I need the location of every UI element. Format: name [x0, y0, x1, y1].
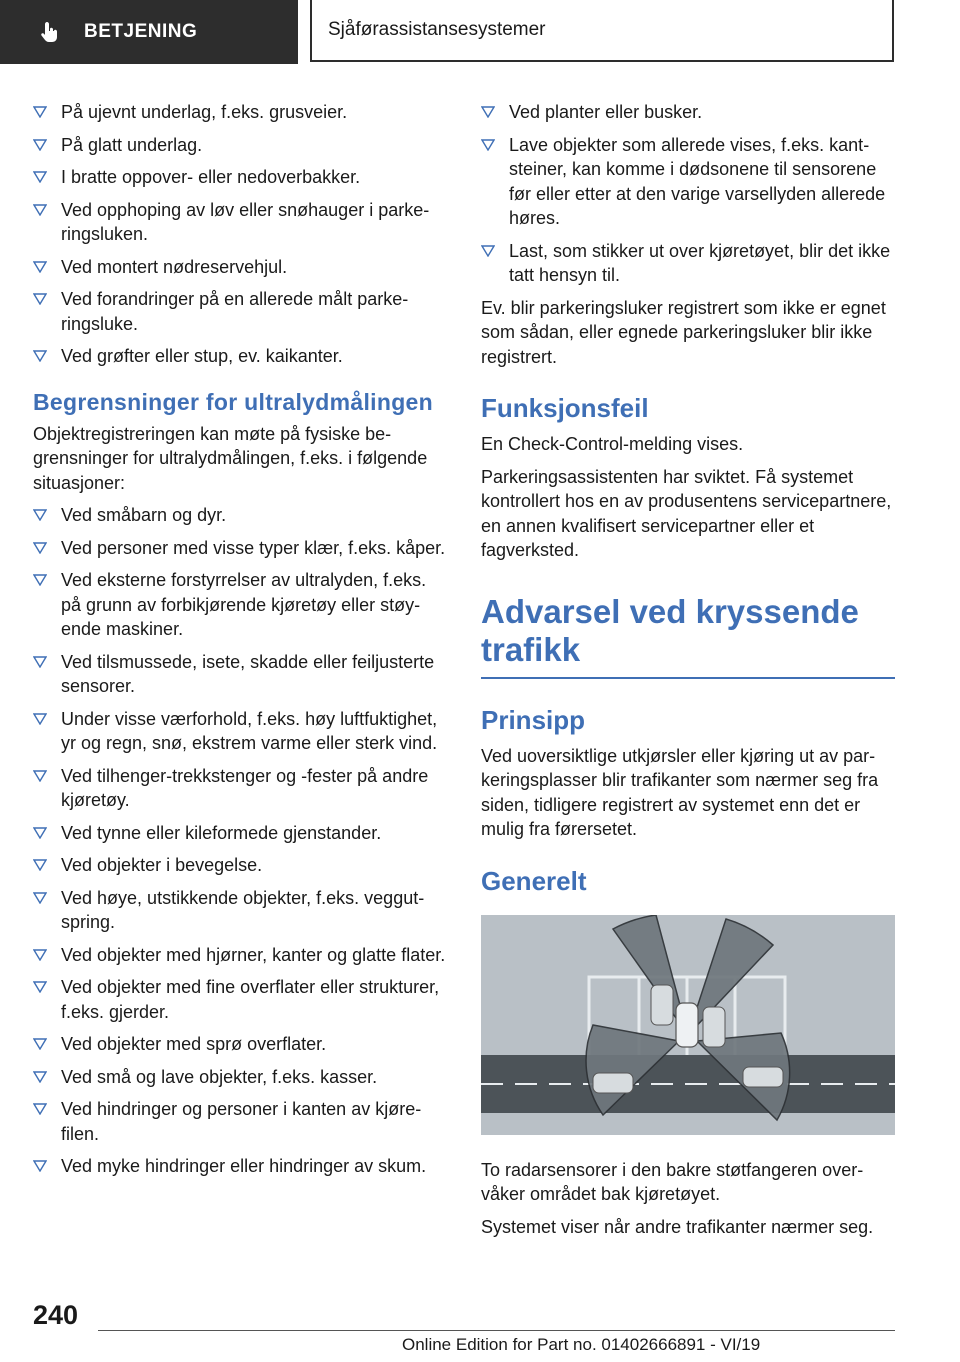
list-item	[33, 503, 449, 528]
triangle-bullet-icon	[33, 1071, 47, 1083]
list-item	[33, 764, 449, 813]
right-column	[481, 100, 895, 1247]
list-item-text: På ujevnt underlag, f.eks. grusveier.	[61, 102, 348, 122]
general-text-1: To radarsensorer i den bakre støtfangeren overvåker området bak kjøretøyet.	[481, 1159, 864, 1204]
general-text-2: Systemet viser når andre trafikanter nærmer seg.	[481, 1216, 874, 1237]
list-item-text: Under visse værforhold, f.eks. høy luftfuktighet, yr og regn, snø, ekstrem varme eller sterk vind.	[61, 708, 438, 753]
principle-heading: Prinsipp	[481, 704, 586, 735]
triangle-bullet-icon	[481, 139, 495, 151]
list-item	[33, 707, 449, 756]
registration-note: Ev. blir parkeringsluker registrert som ikke er egnet som sådan, eller egnede parkeringsluker blir ikke registrert.	[481, 297, 886, 367]
list-item	[33, 568, 449, 642]
heading-divider	[481, 677, 895, 679]
list-item-text: Ved eksterne forstyrrelser av ultralyden, f.eks. på grunn av forbikjørende kjøretøy eller støyende maskiner.	[61, 570, 427, 639]
list-item	[33, 344, 449, 369]
triangle-bullet-icon	[33, 1038, 47, 1050]
list-item	[33, 975, 449, 1024]
section-tab	[310, 0, 894, 62]
right-list-1	[481, 100, 895, 288]
general-heading: Generelt	[481, 865, 587, 896]
principle-text: Ved uoversiktlige utkjørsler eller kjøring ut av parkeringsplasser blir trafikanter som nærmer seg fra siden, tidligere registrert av systemet enn det er mulig fra førersetet.	[481, 745, 879, 839]
edition-note: Online Edition for Part no. 01402666891 - VI/19	[402, 1335, 761, 1354]
chapter-tab	[0, 0, 298, 64]
list-item	[33, 536, 449, 561]
list-item-text: Ved småbarn og dyr.	[61, 505, 227, 525]
section-label: Sjåførassistansesystemer	[328, 19, 546, 40]
triangle-bullet-icon	[33, 171, 47, 183]
list-item-text: Ved myke hindringer eller hindringer av skum.	[61, 1156, 427, 1176]
left-column	[33, 100, 449, 1187]
list-item	[481, 133, 895, 231]
list-item	[33, 1154, 449, 1179]
triangle-bullet-icon	[33, 981, 47, 993]
list-item-text: Ved små og lave objekter, f.eks. kasser.	[61, 1066, 378, 1087]
list-item-text: Ved hindringer og personer i kanten av kjørefilen.	[61, 1099, 422, 1144]
list-item	[481, 100, 895, 125]
triangle-bullet-icon	[33, 949, 47, 961]
triangle-bullet-icon	[33, 350, 47, 362]
list-item-text: Ved objekter med fine overflater eller strukturer, f.eks. gjerder.	[61, 977, 440, 1022]
list-item	[481, 239, 895, 288]
list-item	[33, 1065, 449, 1090]
triangle-bullet-icon	[33, 713, 47, 725]
list-item-text: Ved planter eller busker.	[509, 102, 703, 122]
triangle-bullet-icon	[33, 293, 47, 305]
list-item-text: Ved montert nødreservehjul.	[61, 256, 288, 277]
list-item	[33, 943, 449, 968]
triangle-bullet-icon	[33, 261, 47, 273]
triangle-bullet-icon	[33, 827, 47, 839]
list-item-text: Ved grøfter eller stup, ev. kaikanter.	[61, 346, 343, 366]
list-item	[33, 198, 449, 247]
hand-icon	[38, 20, 62, 44]
list-item	[33, 853, 449, 878]
malfunction-heading: Funksjonsfeil	[481, 393, 649, 423]
list-item-text: Ved tilsmussede, isete, skadde eller feiljusterte sensorer.	[61, 651, 435, 696]
malfunction-text-2: Parkeringsassistenten har sviktet. Få systemet kontrollert hos en av produsentens servicepartnere, en annen kvalifisert servicepartner eller et fagverksted.	[481, 466, 892, 560]
list-item	[33, 650, 449, 699]
footer-divider	[98, 1330, 895, 1331]
ultrasound-limits-intro: Objektregistreringen kan møte på fysiske begrensninger for ultralydmålingen, f.eks. i følgende situasjoner:	[33, 423, 428, 493]
triangle-bullet-icon	[33, 770, 47, 782]
triangle-bullet-icon	[33, 509, 47, 521]
malfunction-text-1: En Check-Control-melding vises.	[481, 434, 744, 454]
cross-traffic-illustration	[481, 915, 895, 1135]
triangle-bullet-icon	[33, 139, 47, 151]
ultrasound-limits-heading: Begrensninger for ultralydmålingen	[33, 388, 433, 415]
chapter-label: BETJENING	[84, 21, 198, 42]
triangle-bullet-icon	[33, 574, 47, 586]
list-item-text: Ved opphoping av løv eller snøhauger i parkeringsluken.	[61, 199, 430, 244]
left-list-1	[33, 100, 449, 369]
list-item	[33, 1032, 449, 1057]
triangle-bullet-icon	[33, 106, 47, 118]
list-item	[33, 133, 449, 158]
triangle-bullet-icon	[33, 542, 47, 554]
list-item-text: Ved tynne eller kileformede gjenstander.	[61, 822, 382, 843]
list-item-text: Ved høye, utstikkende objekter, f.eks. veggutspring.	[61, 887, 425, 932]
list-item	[33, 1097, 449, 1146]
list-item	[33, 886, 449, 935]
list-item	[33, 287, 449, 336]
list-item-text: Ved objekter med hjørner, kanter og glatte flater.	[61, 944, 446, 965]
list-item-text: På glatt underlag.	[61, 134, 203, 155]
triangle-bullet-icon	[33, 1160, 47, 1172]
list-item	[33, 165, 449, 190]
triangle-bullet-icon	[481, 245, 495, 257]
list-item	[33, 255, 449, 280]
triangle-bullet-icon	[33, 859, 47, 871]
left-list-2	[33, 503, 449, 1179]
chapter-heading: Advarsel ved kryssende trafikk	[481, 592, 859, 668]
list-item-text: I bratte oppover- eller nedoverbakker.	[61, 167, 361, 187]
list-item-text: Last, som stikker ut over kjøretøyet, blir det ikke tatt hensyn til.	[509, 240, 891, 285]
triangle-bullet-icon	[33, 204, 47, 216]
list-item-text: Ved personer med visse typer klær, f.eks. kåper.	[61, 537, 446, 558]
triangle-bullet-icon	[33, 1103, 47, 1115]
page-number: 240	[33, 1300, 79, 1330]
list-item-text: Ved forandringer på en allerede målt parkeringsluke.	[61, 289, 409, 334]
list-item-text: Ved tilhenger-trekkstenger og -fester på andre kjøretøy.	[61, 765, 429, 810]
triangle-bullet-icon	[481, 106, 495, 118]
page-header	[0, 0, 960, 66]
triangle-bullet-icon	[33, 656, 47, 668]
list-item-text: Ved objekter med sprø overflater.	[61, 1034, 327, 1054]
list-item-text: Ved objekter i bevegelse.	[61, 855, 263, 875]
list-item	[33, 100, 449, 125]
list-item-text: Lave objekter som allerede vises, f.eks. kantsteiner, kan komme i dødsonene til sensorene før eller etter at den varige varsellyden allerede høres.	[509, 134, 886, 228]
list-item	[33, 821, 449, 846]
triangle-bullet-icon	[33, 892, 47, 904]
